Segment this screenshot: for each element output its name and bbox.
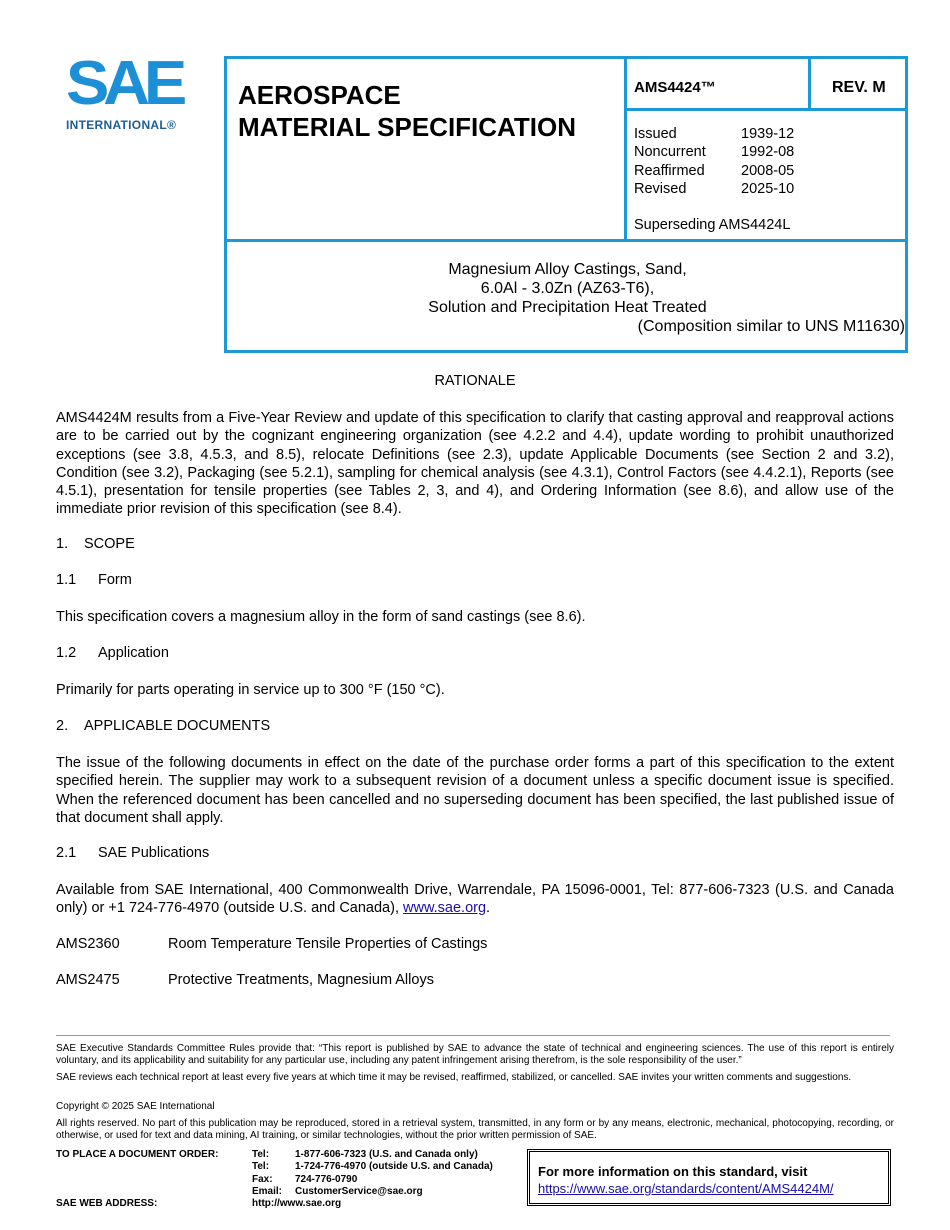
reference-row [56,972,434,988]
contact-label: Fax: [252,1173,273,1185]
divider [624,108,908,111]
footer-rights: All rights reserved. No part of this publication may be reproduced, stored in a retrieval system, transmitted, in any form or by any means, electronic, mechanical, photocopying, recording, or otherwise, or used for text and data mining, AI training, or similar technologies, without the prior written permission of SAE. [56,1118,894,1141]
contact-label: Tel: [252,1161,270,1173]
reference-code: AMS2475 [56,972,120,988]
reference-code: AMS2360 [56,936,120,952]
divider [808,59,811,110]
date-value: 1992-08 [741,144,795,161]
contact-label: Tel: [252,1149,270,1160]
section-heading [56,536,135,552]
footer-copyright: Copyright © 2025 SAE International [56,1101,215,1112]
reference-row [56,936,487,952]
section-number: 1.1 [56,572,77,588]
subject-line: Magnesium Alloy Castings, Sand, [448,261,687,278]
footer-disclaimer: SAE Executive Standards Committee Rules provide that: “This report is published by SAE to advance the state of technical and engineering sciences. The use of this report is entirely voluntary, and its applicability and suitability for any particular use, including any patent infringement arising therefrom, is the sole responsibility of the user.” [56,1043,894,1066]
date-label: Reaffirmed [634,162,705,179]
paragraph: This specification covers a magnesium alloy in the form of sand castings (see 8.6). [56,609,586,625]
subsection-heading [56,572,132,588]
date-row [634,180,794,198]
paragraph: The issue of the following documents in effect on the date of the purchase order forms a part of this specification to the extent specified herein. The supplier may work to a subsequent revision of a document unless a specific document issue is specified. When the referenced document has been cancelled and no superseding document has been specified, the last published issue of that document shall apply. [56,755,894,826]
subject-line: 6.0Al - 3.0Zn (AZ63-T6), [480,280,655,297]
sae-website-link[interactable]: www.sae.org [403,900,487,917]
contact-value: CustomerService@sae.org [295,1185,423,1197]
subject-line: (Composition similar to UNS M11630) [637,318,905,335]
divider [624,59,627,241]
document-subject [230,260,905,336]
date-label: Noncurrent [634,144,706,161]
section-title: Form [98,572,132,588]
section-number: 1. [56,536,69,552]
logo-subtitle: INTERNATIONAL® [66,118,177,132]
sae-logo [66,49,188,136]
more-info-box [527,1149,891,1206]
standard-link[interactable]: https://www.sae.org/standards/content/AMS4424M/ [538,1181,834,1196]
paragraph: Primarily for parts operating in service up to 300 °F (150 °C). [56,682,445,698]
divider [227,239,908,242]
footer-rule [56,1035,890,1036]
contact-row [252,1161,493,1173]
logo-mark: SAE [66,49,181,118]
date-value: 2025-10 [741,180,795,197]
document-number: AMS4424™ [634,79,716,96]
header-box [224,56,908,353]
section-heading [56,718,270,734]
contact-info [252,1149,493,1210]
contact-row [252,1149,493,1161]
subsection-heading [56,645,169,661]
date-label: Issued [634,126,677,142]
paragraph [56,881,894,918]
footer-review-note: SAE reviews each technical report at least every five years at which time it may be revised, reaffirmed, stabilized, or cancelled. SAE invites your written comments and suggestions. [56,1072,852,1083]
paragraph-text: . [486,900,491,917]
web-label: SAE WEB ADDRESS: [56,1198,158,1209]
contact-value: 1-877-606-7323 (U.S. and Canada only) [295,1149,478,1160]
superseding-note: Superseding AMS4424L [634,217,791,233]
date-value: 2008-05 [741,162,795,179]
contact-label: Email: [252,1185,283,1197]
web-address [252,1198,493,1210]
title-line-1: AEROSPACE [238,80,401,110]
reference-title: Protective Treatments, Magnesium Alloys [168,972,434,988]
more-info-title: For more information on this standard, visit [538,1164,808,1179]
date-row [634,125,794,143]
section-number: 2. [56,718,69,734]
date-value: 1939-12 [741,126,795,142]
rationale-text: AMS4424M results from a Five-Year Review and update of this specification to clarify that casting approval and reapproval actions are to be carried out by the cognizant engineering organization (see 4.2.2 and 4.4), update wording to prohibit unauthorized exceptions (see 3.8, 4.5.3, and 8.5), relocate Definitions (see 2.3), update Applicable Documents (see Section 2 and 3.2), Condition (see 3.2), Packaging (see 5.2.1), sampling for chemical analysis (see 4.3.1), Control Factors (see 4.4.2.1), Reports (see 4.5.1), presentation for tensile properties (see Tables 2, 3, and 4), and Ordering Information (see 8.6), and allow use of the immediate prior revision of this specification (see 8.4). [56,410,894,518]
contact-row [252,1174,493,1186]
document-title [238,79,576,143]
subsection-heading [56,845,209,861]
section-title: Application [98,645,169,661]
section-number: 2.1 [56,845,77,861]
contact-value: 1-724-776-4970 (outside U.S. and Canada) [295,1161,493,1173]
title-line-2: MATERIAL SPECIFICATION [238,112,576,142]
section-title: SAE Publications [98,845,210,861]
date-row [634,162,794,180]
rationale-heading: RATIONALE [434,373,516,389]
section-title: SCOPE [84,536,135,552]
date-label: Revised [634,180,687,197]
date-history [634,125,794,198]
contact-row [252,1186,493,1198]
section-title: APPLICABLE DOCUMENTS [84,718,271,734]
revision-label: REV. M [832,79,886,96]
section-number: 1.2 [56,645,77,661]
order-label: TO PLACE A DOCUMENT ORDER: [56,1149,219,1160]
web-address-value: http://www.sae.org [252,1198,342,1210]
reference-title: Room Temperature Tensile Properties of Castings [168,936,488,952]
date-row [634,143,794,161]
subject-line: Solution and Precipitation Heat Treated [428,299,707,316]
paragraph-text: Available from SAE International, 400 Commonwealth Drive, Warrendale, PA 15096-0001, Tel: 877-606-7323 (U.S. and Canada only) or +1 724-776-4970 (outside U.S. and Canada), [56,882,894,917]
contact-value: 724-776-0790 [295,1173,358,1185]
